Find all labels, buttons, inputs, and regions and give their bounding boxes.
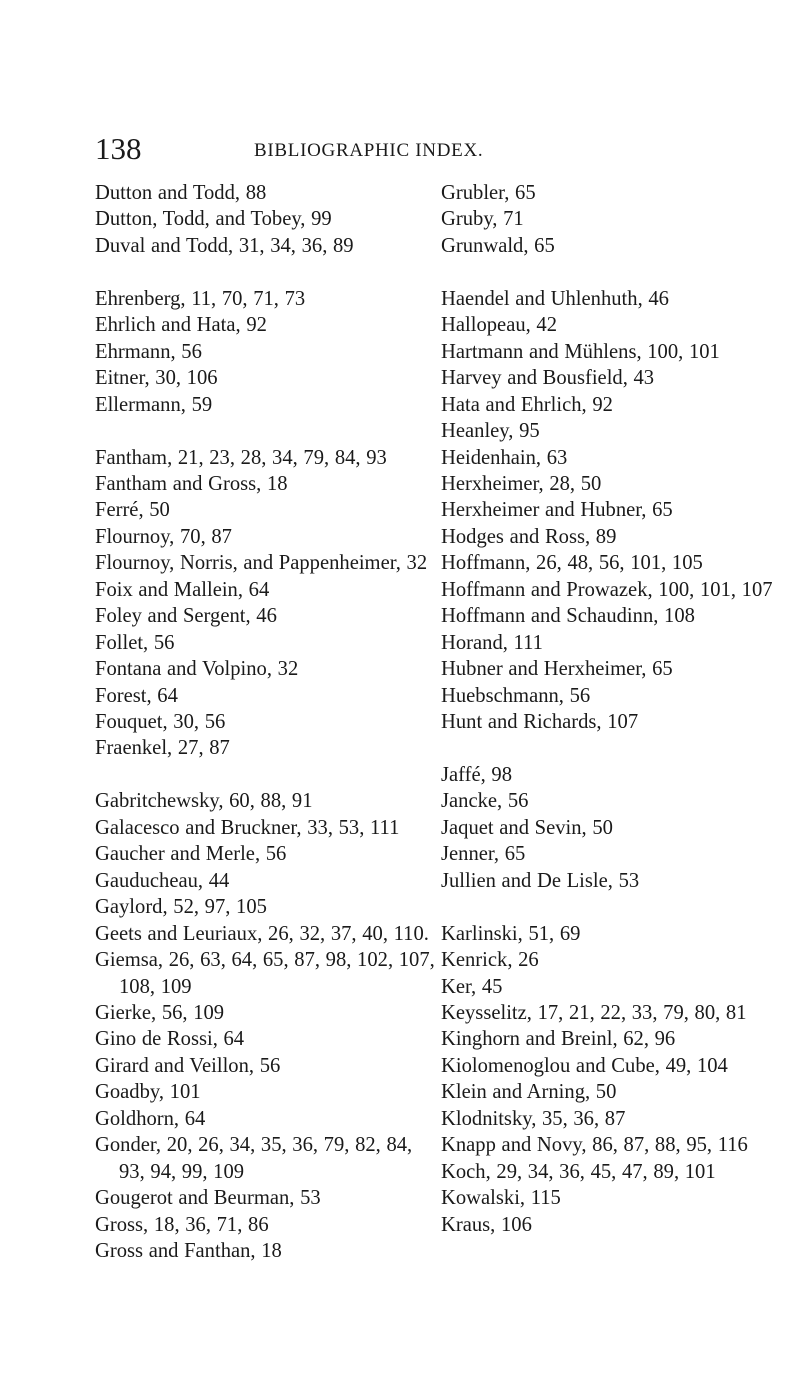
index-entry: Eitner, 30, 106: [95, 367, 218, 390]
index-entry: Harvey and Bousfield, 43: [441, 367, 655, 390]
index-entry: Ehrmann, 56: [95, 340, 202, 363]
index-entry: Flournoy, Norris, and Pappenheimer, 32: [95, 552, 428, 575]
index-entry: Gruby, 71: [441, 208, 524, 231]
index-entry: Kiolomenoglou and Cube, 49, 104: [441, 1054, 728, 1077]
index-entry: Hoffmann and Prowazek, 100, 101, 107: [441, 578, 773, 601]
index-entry: Gougerot and Beurman, 53: [95, 1187, 321, 1210]
index-entry: Hallopeau, 42: [441, 314, 558, 337]
section-gap: [441, 894, 781, 920]
index-entry: Jullien and De Lisle, 53: [441, 869, 640, 892]
index-entry: Ellermann, 59: [95, 393, 213, 416]
index-entry: Grubler, 65: [441, 182, 536, 204]
index-entry: Forest, 64: [95, 684, 178, 707]
index-entry: Fantham and Gross, 18: [95, 472, 288, 495]
index-entry: Foley and Sergent, 46: [95, 605, 277, 628]
index-entry: Gross, 18, 36, 71, 86: [95, 1213, 269, 1236]
index-entry: Hoffmann and Schaudinn, 108: [441, 605, 695, 628]
index-entry: Gierke, 56, 109: [95, 1002, 225, 1024]
index-entry: Heanley, 95: [441, 420, 540, 443]
index-entry: Karlinski, 51, 69: [441, 922, 581, 945]
index-entry: Fouquet, 30, 56: [95, 711, 226, 734]
page-number: 138: [95, 131, 142, 166]
index-column-right: [441, 180, 781, 1238]
index-entry: Duval and Todd, 31, 34, 36, 89: [95, 234, 354, 257]
index-entry: Klein and Arning, 50: [441, 1081, 617, 1104]
index-entry: Hoffmann, 26, 48, 56, 101, 105: [441, 552, 703, 575]
index-entry: Gonder, 20, 26, 34, 35, 36, 79, 82, 84, 93, 94, 99, 109: [95, 1134, 413, 1183]
index-entry: Jaquet and Sevin, 50: [441, 816, 613, 839]
index-entry: Horand, 111: [441, 631, 543, 654]
index-entry: Hubner and Herxheimer, 65: [441, 658, 673, 681]
index-entry: Fontana and Volpino, 32: [95, 658, 299, 681]
index-entry: Giemsa, 26, 63, 64, 65, 87, 98, 102, 107, 108, 109: [95, 949, 435, 998]
index-entry: Kinghorn and Breinl, 62, 96: [441, 1028, 676, 1051]
index-entry: Hunt and Richards, 107: [441, 711, 639, 734]
index-entry: Gaylord, 52, 97, 105: [95, 896, 267, 919]
index-entry: Ehrenberg, 11, 70, 71, 73: [95, 287, 306, 310]
index-entry: Gross and Fanthan, 18: [95, 1240, 282, 1263]
index-entry: Klodnitsky, 35, 36, 87: [441, 1107, 626, 1130]
index-entry: Ferré, 50: [95, 499, 170, 522]
running-head: BIBLIOGRAPHIC INDEX.: [254, 140, 484, 161]
index-entry: Hata and Ehrlich, 92: [441, 393, 613, 416]
index-entry: Herxheimer, 28, 50: [441, 472, 602, 495]
index-entry: Ehrlich and Hata, 92: [95, 314, 267, 337]
index-entry: Kowalski, 115: [441, 1187, 561, 1210]
index-entry: Foix and Mallein, 64: [95, 578, 270, 601]
index-entry: Grunwald, 65: [441, 234, 555, 257]
index-entry: Flournoy, 70, 87: [95, 525, 232, 548]
section-gap: [441, 736, 781, 762]
index-entry: Fraenkel, 27, 87: [95, 737, 230, 760]
index-entry: Goadby, 101: [95, 1081, 201, 1104]
index-entry: Heidenhain, 63: [441, 446, 568, 469]
index-entry: Hodges and Ross, 89: [441, 525, 617, 548]
index-entry: Huebschmann, 56: [441, 684, 591, 707]
index-entry: Kenrick, 26: [441, 949, 539, 972]
index-entry: Gabritchewsky, 60, 88, 91: [95, 790, 313, 813]
index-entry: Gauducheau, 44: [95, 869, 230, 892]
index-entry: Knapp and Novy, 86, 87, 88, 95, 116: [441, 1134, 748, 1157]
section-gap: [95, 418, 435, 444]
index-entry: Keysselitz, 17, 21, 22, 33, 79, 80, 81: [441, 1002, 747, 1024]
index-entry: Jenner, 65: [441, 843, 526, 866]
index-entry: Hartmann and Mühlens, 100, 101: [441, 340, 720, 363]
index-entry: Girard and Veillon, 56: [95, 1054, 281, 1077]
index-entry: Jancke, 56: [441, 790, 529, 813]
index-entry: Dutton, Todd, and Tobey, 99: [95, 208, 332, 231]
index-entry: Galacesco and Bruckner, 33, 53, 111: [95, 816, 400, 839]
index-entry: Kraus, 106: [441, 1213, 532, 1236]
index-entry: Dutton and Todd, 88: [95, 182, 267, 204]
index-entry: Herxheimer and Hubner, 65: [441, 499, 673, 522]
index-entry: Fantham, 21, 23, 28, 34, 79, 84, 93: [95, 446, 387, 469]
index-entry: Haendel and Uhlenhuth, 46: [441, 287, 669, 310]
index-entry: Ker, 45: [441, 975, 503, 998]
index-entry: Koch, 29, 34, 36, 45, 47, 89, 101: [441, 1160, 716, 1183]
index-column-left: [95, 180, 435, 1265]
index-entry: Gaucher and Merle, 56: [95, 843, 287, 866]
index-entry: Follet, 56: [95, 631, 175, 654]
section-gap: [441, 259, 781, 285]
index-entry: Gino de Rossi, 64: [95, 1028, 245, 1051]
section-gap: [95, 762, 435, 788]
index-entry: Goldhorn, 64: [95, 1107, 206, 1130]
index-entry: Geets and Leuriaux, 26, 32, 37, 40, 110.: [95, 922, 429, 945]
section-gap: [95, 259, 435, 285]
index-entry: Jaffé, 98: [441, 763, 513, 786]
